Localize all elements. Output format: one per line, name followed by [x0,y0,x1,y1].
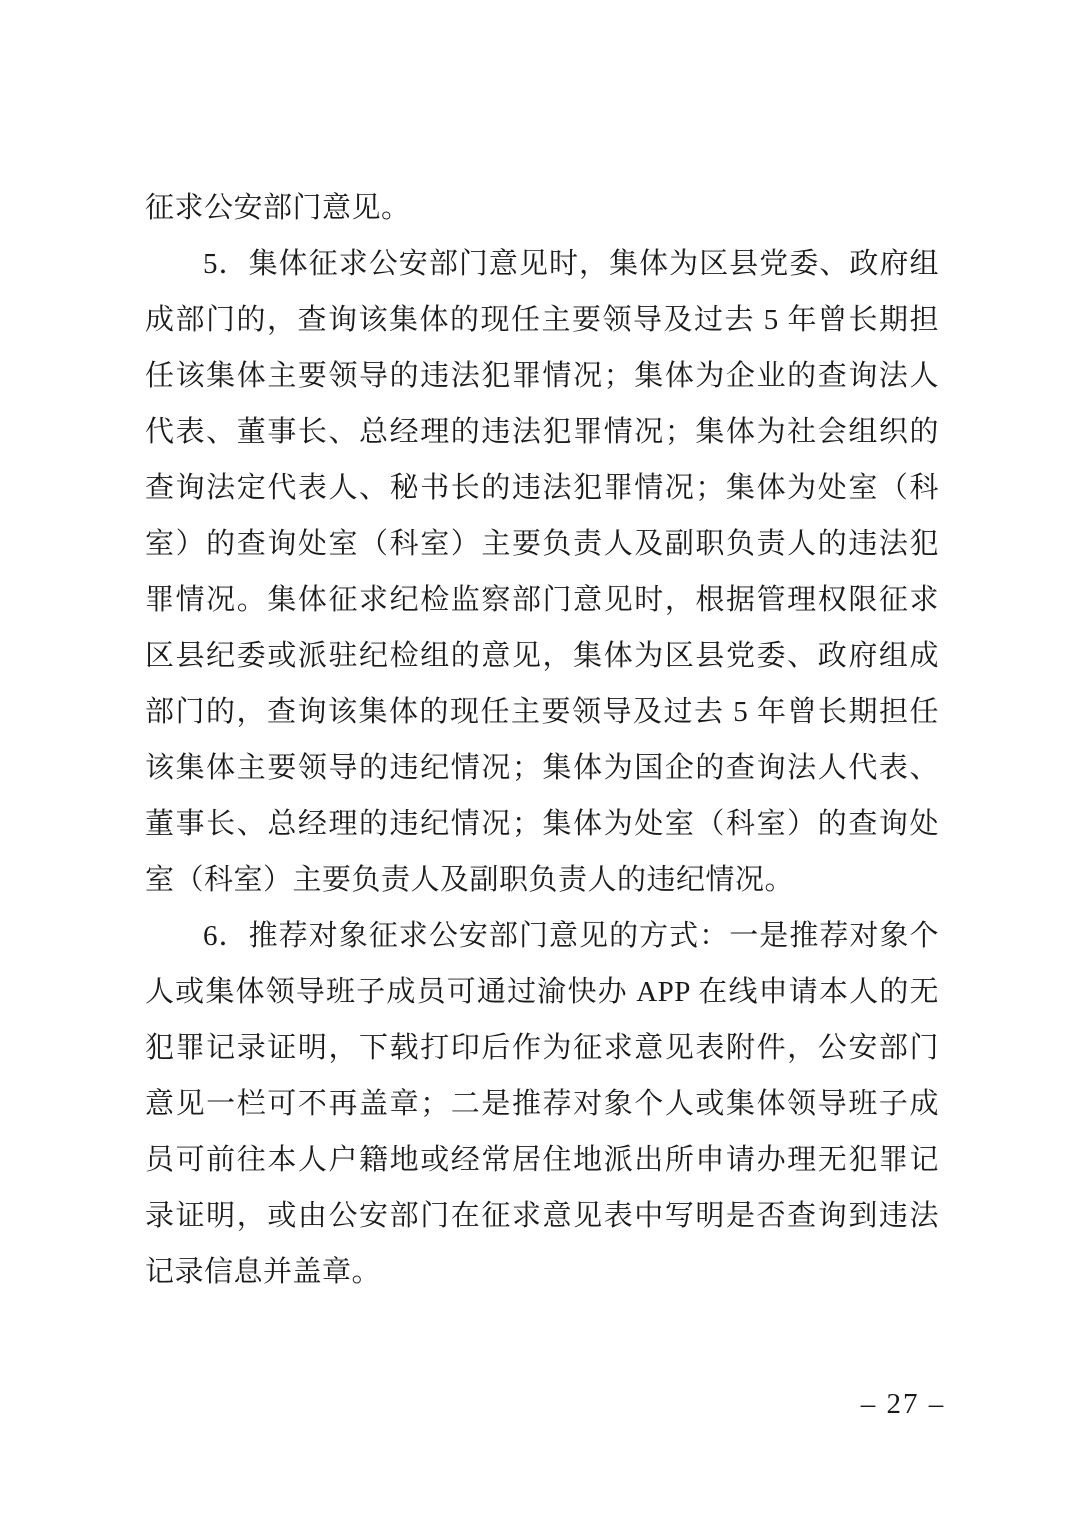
paragraph-item-5: 5．集体征求公安部门意见时，集体为区县党委、政府组成部门的，查询该集体的现任主要领导及过去 5 年曾长期担任该集体主要领导的违法犯罪情况；集体为企业的查询法人代表、董事长、总经理的违法犯罪情况；集体为社会组织的查询法定代表人、秘书长的违法犯罪情况；集体为处室（科室）的查询处室（科室）主要负责人及副职负责人的违法犯罪情况。集体征求纪检监察部门意见时，根据管理权限征求区县纪委或派驻纪检组的意见，集体为区县党委、政府组成部门的，查询该集体的现任主要领导及过去 5 年曾长期担任该集体主要领导的违纪情况；集体为国企的查询法人代表、董事长、总经理的违纪情况；集体为处室（科室）的查询处室（科室）主要负责人及副职负责人的违纪情况。 [145,248,939,896]
paragraph-item-6: 6．推荐对象征求公安部门意见的方式：一是推荐对象个人或集体领导班子成员可通过渝快办 APP 在线申请本人的无犯罪记录证明，下载打印后作为征求意见表附件，公安部门意见一栏可不再盖章；二是推荐对象个人或集体领导班子成员可前往本人户籍地或经常居住地派出所申请办理无犯罪记录证明，或由公安部门在征求意见表中写明是否查询到违法记录信息并盖章。 [145,920,939,1288]
paragraph-continuation: 征求公安部门意见。 [145,192,411,224]
document-body-text [145,180,939,1300]
page-number: – 27 – [860,1388,946,1420]
